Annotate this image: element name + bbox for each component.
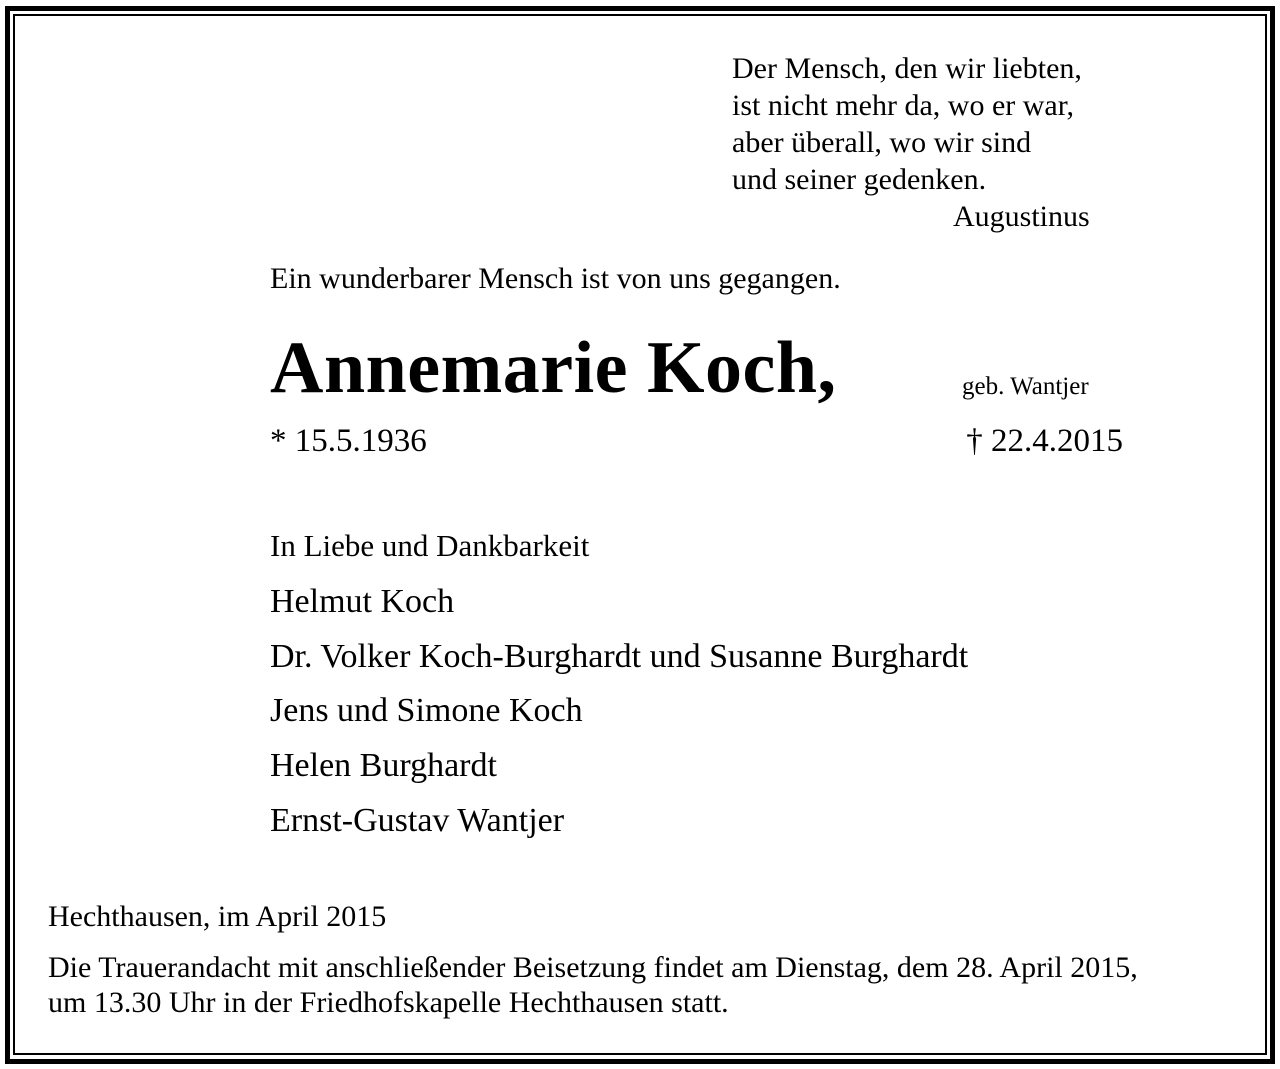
quote-line: und seiner gedenken. bbox=[732, 163, 987, 196]
inner-border bbox=[13, 14, 1267, 1055]
mourner-name: Jens und Simone Koch bbox=[270, 692, 583, 729]
mourner-name: Dr. Volker Koch-Burghardt und Susanne Burghardt bbox=[270, 638, 969, 675]
intro-text: Ein wunderbarer Mensch ist von uns gegangen. bbox=[270, 262, 841, 295]
mourner-name: Helmut Koch bbox=[270, 583, 455, 620]
mourner-name: Helen Burghardt bbox=[270, 747, 497, 784]
mourner-name: Ernst-Gustav Wantjer bbox=[270, 802, 565, 839]
place-date: Hechthausen, im April 2015 bbox=[48, 900, 387, 933]
quote-line: Der Mensch, den wir liebten, bbox=[732, 52, 1082, 85]
mourners-heading: In Liebe und Dankbarkeit bbox=[270, 528, 590, 563]
quote-line: ist nicht mehr da, wo er war, bbox=[732, 89, 1075, 122]
service-info-line: um 13.30 Uhr in der Friedhofskapelle Hechthausen statt. bbox=[48, 986, 729, 1019]
service-info-line: Die Trauerandacht mit anschließender Beisetzung findet am Dienstag, dem 28. April 2015, bbox=[48, 951, 1138, 984]
quote-author: Augustinus bbox=[953, 200, 1090, 233]
death-date: † 22.4.2015 bbox=[966, 423, 1123, 459]
maiden-name: geb. Wantjer bbox=[962, 373, 1089, 400]
quote-line: aber überall, wo wir sind bbox=[732, 126, 1032, 159]
deceased-name: Annemarie Koch, bbox=[270, 327, 837, 409]
birth-date: * 15.5.1936 bbox=[270, 423, 427, 459]
